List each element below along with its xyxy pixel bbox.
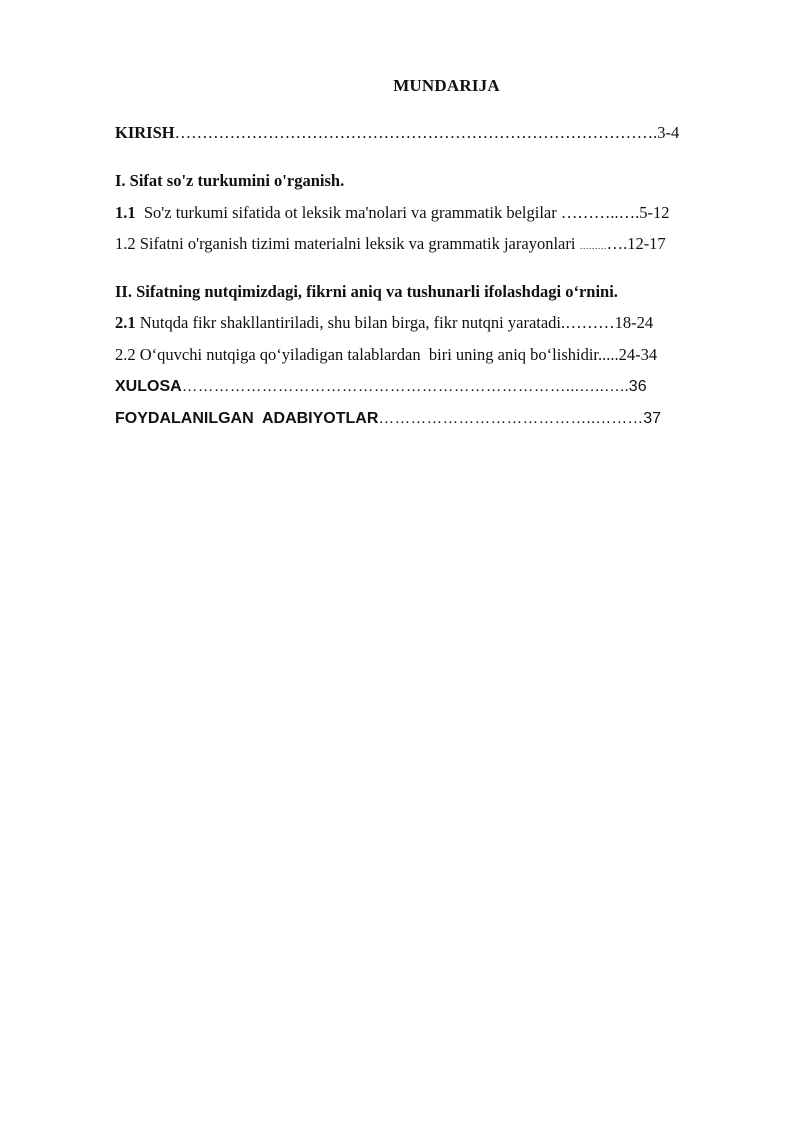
- toc-leader-dots: …………………………………………………………………………….: [174, 123, 658, 142]
- toc-page-range: 18-24: [614, 313, 654, 332]
- toc-entry-text: So'z turkumi sifatida ot leksik ma'nolari va grammatik belgilar ………..….: [135, 203, 640, 222]
- toc-entry-label: KIRISH: [115, 123, 175, 142]
- toc-entry-text: 1.2 Sifatni o'rganish tizimi materialni leksik va grammatik jarayonlari: [115, 234, 580, 253]
- toc-entry-foydalanilgan-adabiyotlar: [115, 409, 661, 429]
- toc-page-range: 37: [643, 410, 662, 427]
- toc-entry-number: 2.1: [115, 313, 136, 332]
- toc-page-range: 12-17: [627, 234, 666, 253]
- toc-chapter-1-title: I. Sifat so'z turkumini o'rganish.: [115, 171, 345, 190]
- toc-entry-kirish: [115, 123, 679, 143]
- toc-entry-2-1: [115, 313, 653, 333]
- toc-entry-label: XULOSA: [115, 378, 182, 395]
- toc-entry-text: 2.2 O‘quvchi nutqiga qo‘yiladigan talablardan biri uning aniq bo‘lishidir.....: [115, 345, 619, 364]
- toc-entry-1-2: [115, 234, 666, 256]
- toc-leader-dots-small: ………: [579, 241, 607, 251]
- toc-entry-label: FOYDALANILGAN ADABIYOTLAR: [115, 410, 379, 427]
- toc-entry-2-2: [115, 345, 657, 365]
- toc-entry-xulosa: [115, 377, 647, 397]
- toc-title: MUNDARIJA: [393, 76, 500, 95]
- toc-leader-dots: ….: [606, 234, 628, 253]
- toc-entry-number: 1.1: [115, 203, 136, 222]
- toc-leader-dots: ………………………………………………………………...…..…..: [181, 378, 629, 395]
- toc-chapter-2-title: II. Sifatning nutqimizdagi, fikrni aniq va tushunarli ifolashdagi o‘rnini.: [115, 282, 618, 301]
- toc-entry-1-1: [115, 203, 669, 223]
- toc-page-range: 5-12: [639, 203, 670, 222]
- toc-entry-text: Nutqda fikr shakllantiriladi, shu bilan birga, fikr nutqni yaratadi.………: [135, 313, 615, 332]
- toc-page-range: 3-4: [657, 123, 680, 142]
- toc-page-range: 24-34: [618, 345, 658, 364]
- toc-page-range: 36: [628, 378, 647, 395]
- toc-leader-dots: …………………………………..………: [378, 410, 644, 427]
